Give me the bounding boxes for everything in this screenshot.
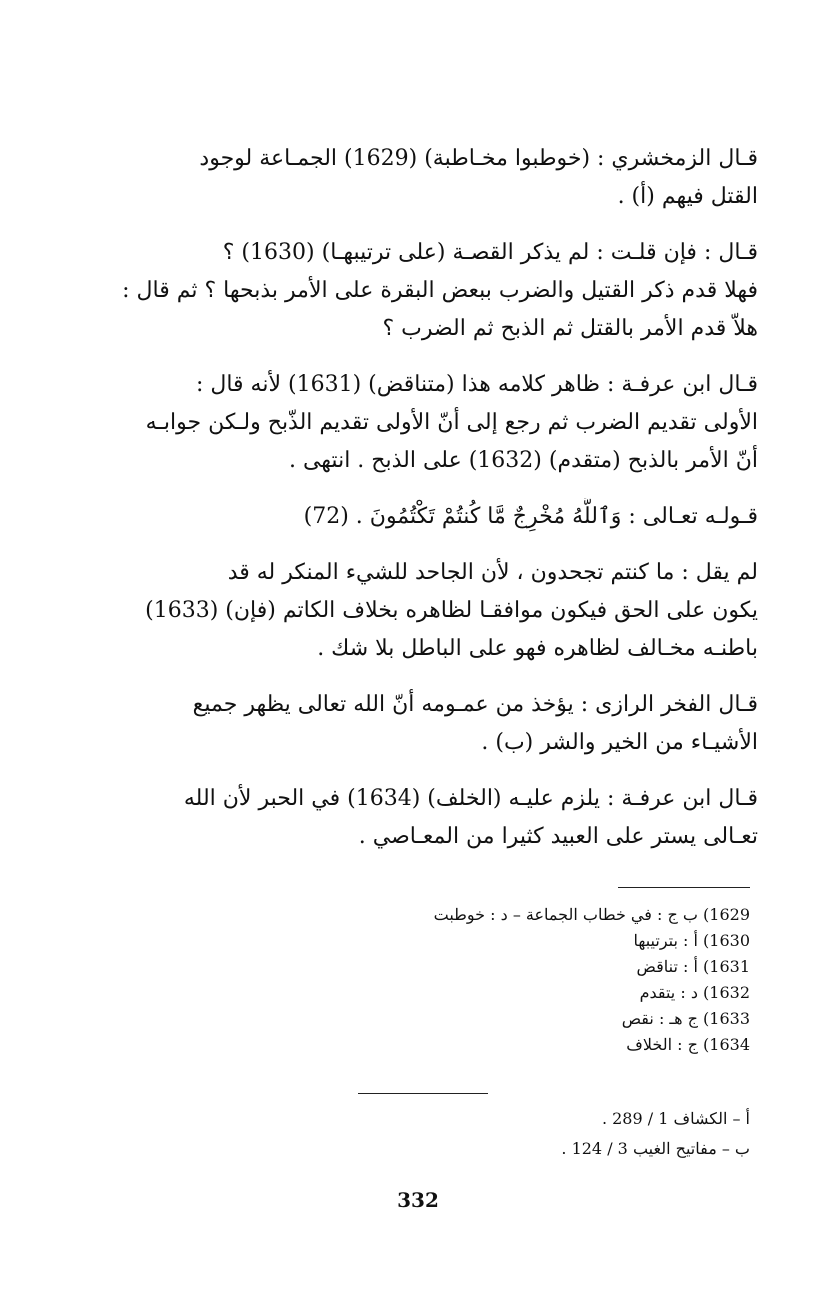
text-line: قـال ابن عرفـة : يلزم عليـه (الخلف) (1634) في الحبر لأن الله <box>183 786 758 811</box>
text-line: فهلا قدم ذكر القتيل والضرب ببعض البقرة على الأمر بذبحها ؟ ثم قال : <box>122 278 758 303</box>
text-line: الأشيـاء من الخير والشر (ب) . <box>481 730 758 755</box>
footnote-1630: 1630) أ : بترتيبها <box>633 931 750 950</box>
references <box>330 1104 750 1164</box>
text-line: قـال : فإن قلـت : لم يذكر القصـة (على ترتيبهـا) (1630) ؟ <box>222 240 758 265</box>
footnote-1631: 1631) أ : تناقض <box>636 957 750 976</box>
reference-ba: ب – مفاتيح الغيب 3 / 124 . <box>561 1139 750 1158</box>
text-line: قـال الفخر الرازى : يؤخذ من عمـومه أنّ الله تعالى يظهر جميع <box>192 692 758 717</box>
text-line: تعـالى يستر على العبيد كثيرا من المعـاصي . <box>358 824 758 849</box>
paragraph-verse <box>72 498 758 536</box>
text-line: يكون على الحق فيكون موافقـا لظاهره بخلاف الكاتم (فإن) (1633) <box>145 598 758 623</box>
paragraph-zamakhshari <box>72 140 758 216</box>
paragraph-razi <box>72 686 758 762</box>
text-line: القتل فيهم (أ) . <box>617 184 758 209</box>
main-text <box>72 140 758 874</box>
paragraph-ibn-arafa-2 <box>72 780 758 856</box>
paragraph-question <box>72 234 758 348</box>
text-line: قـال الزمخشري : (خوطبوا مخـاطبة) (1629) الجمـاعة لوجود <box>199 146 758 171</box>
text-line: قـال ابن عرفـة : ظاهر كلامه هذا (متناقض) (1631) لأنه قال : <box>195 372 758 397</box>
text-line: لم يقل : ما كنتم تجحدون ، لأن الجاحد للشيء المنكر له قد <box>227 560 758 585</box>
page-number: 332 <box>397 1188 439 1212</box>
reference-alif: أ – الكشاف 1 / 289 . <box>601 1109 750 1128</box>
footnote-1632: 1632) د : يتقدم <box>639 983 750 1002</box>
footnote-1634: 1634) ج : الخلاف <box>626 1035 750 1054</box>
text-line: باطنـه مخـالف لظاهره فهو على الباطل بلا شك . <box>317 636 758 661</box>
references-divider <box>358 1093 488 1094</box>
text-line: هلاّ قدم الأمر بالقتل ثم الذبح ثم الضرب ؟ <box>382 316 758 341</box>
footnote-1629: 1629) ب ج : في خطاب الجماعة – د : خوطبت <box>433 905 750 924</box>
footnote-divider <box>618 887 750 888</box>
paragraph-explanation <box>72 554 758 668</box>
footnote-1633: 1633) ج هـ : نقص <box>621 1009 750 1028</box>
paragraph-ibn-arafa-1 <box>72 366 758 480</box>
text-line: أنّ الأمر بالذبح (متقدم) (1632) على الذبح . انتهى . <box>288 448 758 473</box>
footnotes <box>330 902 750 1058</box>
text-line: الأولى تقديم الضرب ثم رجع إلى أنّ الأولى تقديم الذّبح ولـكن جوابـه <box>145 410 758 435</box>
text-line: قـولـه تعـالى : وَٱللَّهُ مُخْرِجٌ مَّا كُنتُمْ تَكْتُمُونَ . (72) <box>303 504 758 529</box>
